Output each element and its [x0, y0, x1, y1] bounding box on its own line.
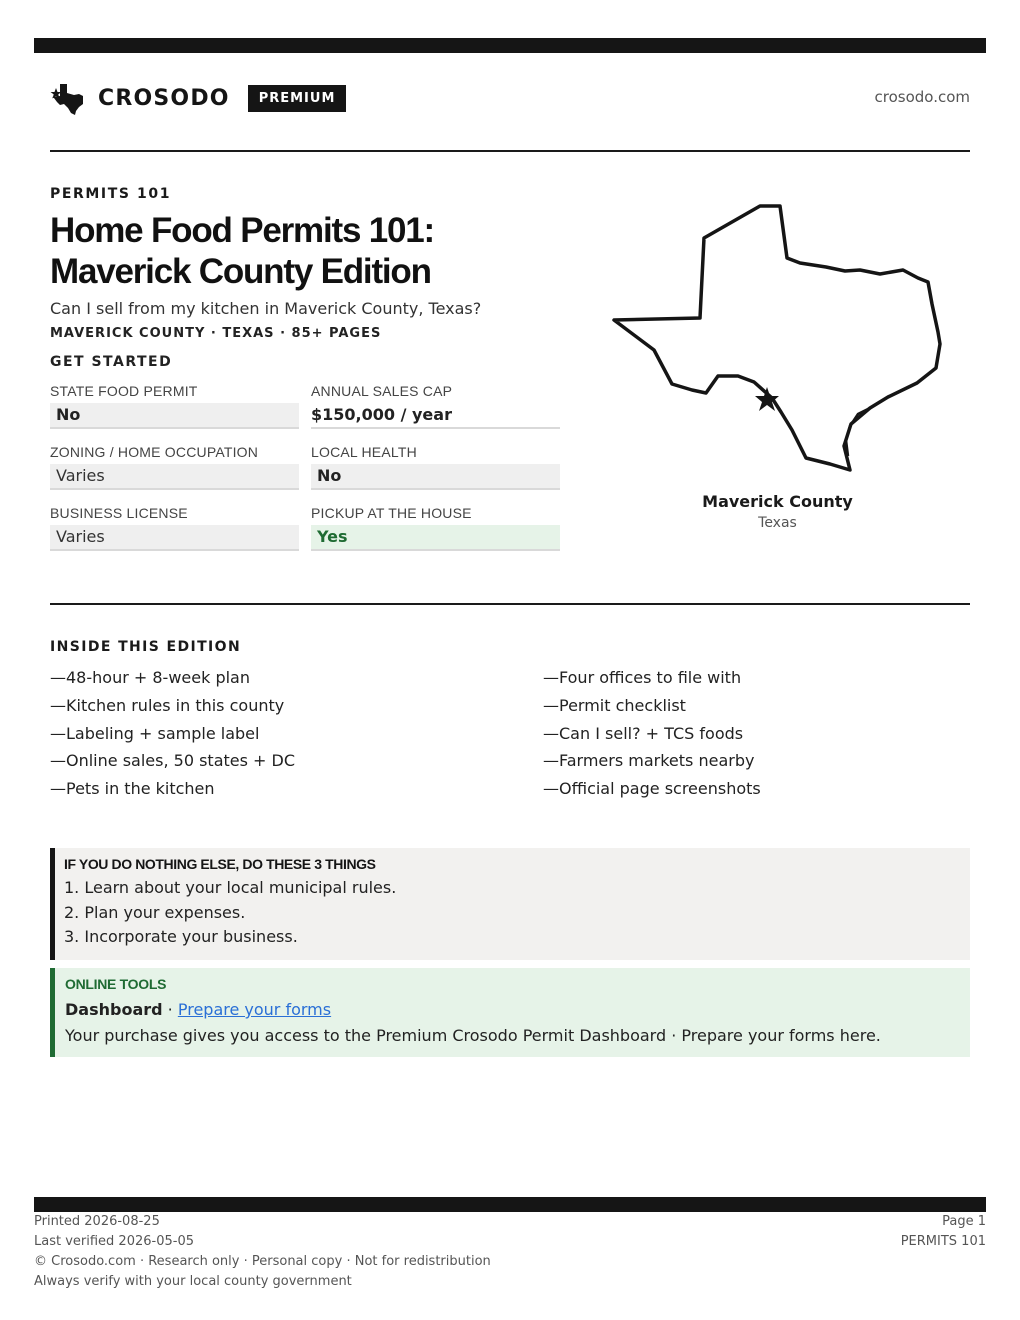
dashboard-description: Your purchase gives you access to the Premium Crosodo Permit Dashboard · Prepare your forms here. — [65, 1026, 881, 1045]
fact-label: ZONING / HOME OCCUPATION — [50, 444, 259, 460]
star-marker-icon — [755, 387, 779, 411]
page-title — [50, 210, 610, 292]
inside-edition-list — [50, 664, 970, 803]
fact-label: STATE FOOD PERMIT — [50, 383, 198, 399]
separator: · — [162, 1000, 178, 1019]
fact-value: Varies — [50, 525, 299, 551]
footer-left — [34, 1212, 491, 1292]
footer-right — [901, 1212, 986, 1252]
page-number: Page 1 — [942, 1214, 986, 1229]
footer-section: PERMITS 101 — [900, 1234, 986, 1249]
printed-date: Printed 2026-08-25 — [34, 1214, 160, 1229]
facts-grid — [50, 381, 560, 564]
edition-meta: MAVERICK COUNTY · TEXAS · 85+ PAGES — [50, 326, 382, 341]
dashboard-label: Dashboard — [65, 1000, 163, 1019]
list-item: —Pets in the kitchen — [50, 779, 215, 799]
list-item: —Kitchen rules in this county — [50, 695, 285, 715]
inside-edition-heading: INSIDE THIS EDITION — [50, 639, 242, 655]
header-divider — [50, 150, 970, 152]
callout-step: 1. Learn about your local municipal rules. — [64, 878, 397, 897]
top-bar — [34, 38, 986, 53]
fact-label: ANNUAL SALES CAP — [311, 383, 453, 399]
brand[interactable] — [50, 80, 346, 116]
fact-annual-sales-cap — [311, 381, 560, 442]
fact-state-food-permit — [50, 381, 299, 442]
title-line-2: Maverick County Edition — [50, 252, 431, 291]
header — [50, 74, 970, 120]
dashboard-line — [65, 997, 970, 1023]
bottom-bar — [34, 1197, 986, 1212]
list-item: —Four offices to file with — [543, 668, 742, 687]
prepare-forms-link[interactable]: Prepare your forms — [177, 1000, 332, 1019]
callout-step: 3. Incorporate your business. — [64, 927, 298, 946]
fact-value: Yes — [311, 525, 560, 551]
verify-note: Always verify with your local county government — [34, 1274, 352, 1289]
map-caption-title: Maverick County — [702, 492, 853, 511]
texas-map — [610, 200, 950, 480]
fact-business-license — [50, 503, 299, 564]
map-caption-subtitle: Texas — [758, 515, 797, 531]
fact-local-health — [311, 442, 560, 503]
fact-zoning — [50, 442, 299, 503]
fact-value: $150,000 / year — [311, 403, 560, 429]
title-line-1: Home Food Permits 101: — [50, 211, 434, 250]
texas-outline-svg — [610, 200, 950, 480]
fact-value: Varies — [50, 464, 299, 490]
section-divider — [50, 603, 970, 605]
verified-date: Last verified 2026-05-05 — [34, 1234, 194, 1249]
get-started-heading: GET STARTED — [50, 354, 173, 370]
list-item: —Labeling + sample label — [50, 723, 260, 743]
list-item: —Can I sell? + TCS foods — [543, 723, 744, 743]
list-item: —Farmers markets nearby — [543, 751, 755, 771]
list-item: —Online sales, 50 states + DC — [50, 751, 296, 771]
fact-label: PICKUP AT THE HOUSE — [311, 505, 472, 521]
texas-star-icon — [50, 80, 90, 116]
list-item: —Official page screenshots — [543, 779, 761, 799]
fact-pickup-at-house — [311, 503, 560, 564]
online-tools-panel — [50, 968, 970, 1057]
fact-value: No — [311, 464, 560, 490]
list-item: —48-hour + 8-week plan — [50, 668, 250, 687]
online-tools-title: ONLINE TOOLS — [65, 976, 167, 992]
three-things-callout — [50, 848, 970, 960]
premium-badge: PREMIUM — [248, 85, 347, 112]
brand-name: CROSODO — [98, 85, 230, 111]
list-item: —Permit checklist — [543, 695, 686, 715]
fact-label: LOCAL HEALTH — [311, 444, 417, 460]
section-eyebrow: PERMITS 101 — [50, 186, 172, 202]
texas-outline — [614, 206, 940, 470]
page-subtitle: Can I sell from my kitchen in Maverick County, Texas? — [50, 299, 482, 318]
callout-step: 2. Plan your expenses. — [64, 902, 246, 922]
fact-value: No — [50, 403, 299, 429]
copyright: © Crosodo.com · Research only · Personal copy · Not for redistribution — [34, 1254, 491, 1269]
fact-label: BUSINESS LICENSE — [50, 505, 188, 521]
site-url[interactable]: crosodo.com — [874, 88, 970, 106]
callout-title: IF YOU DO NOTHING ELSE, DO THESE 3 THINGS — [64, 856, 376, 872]
